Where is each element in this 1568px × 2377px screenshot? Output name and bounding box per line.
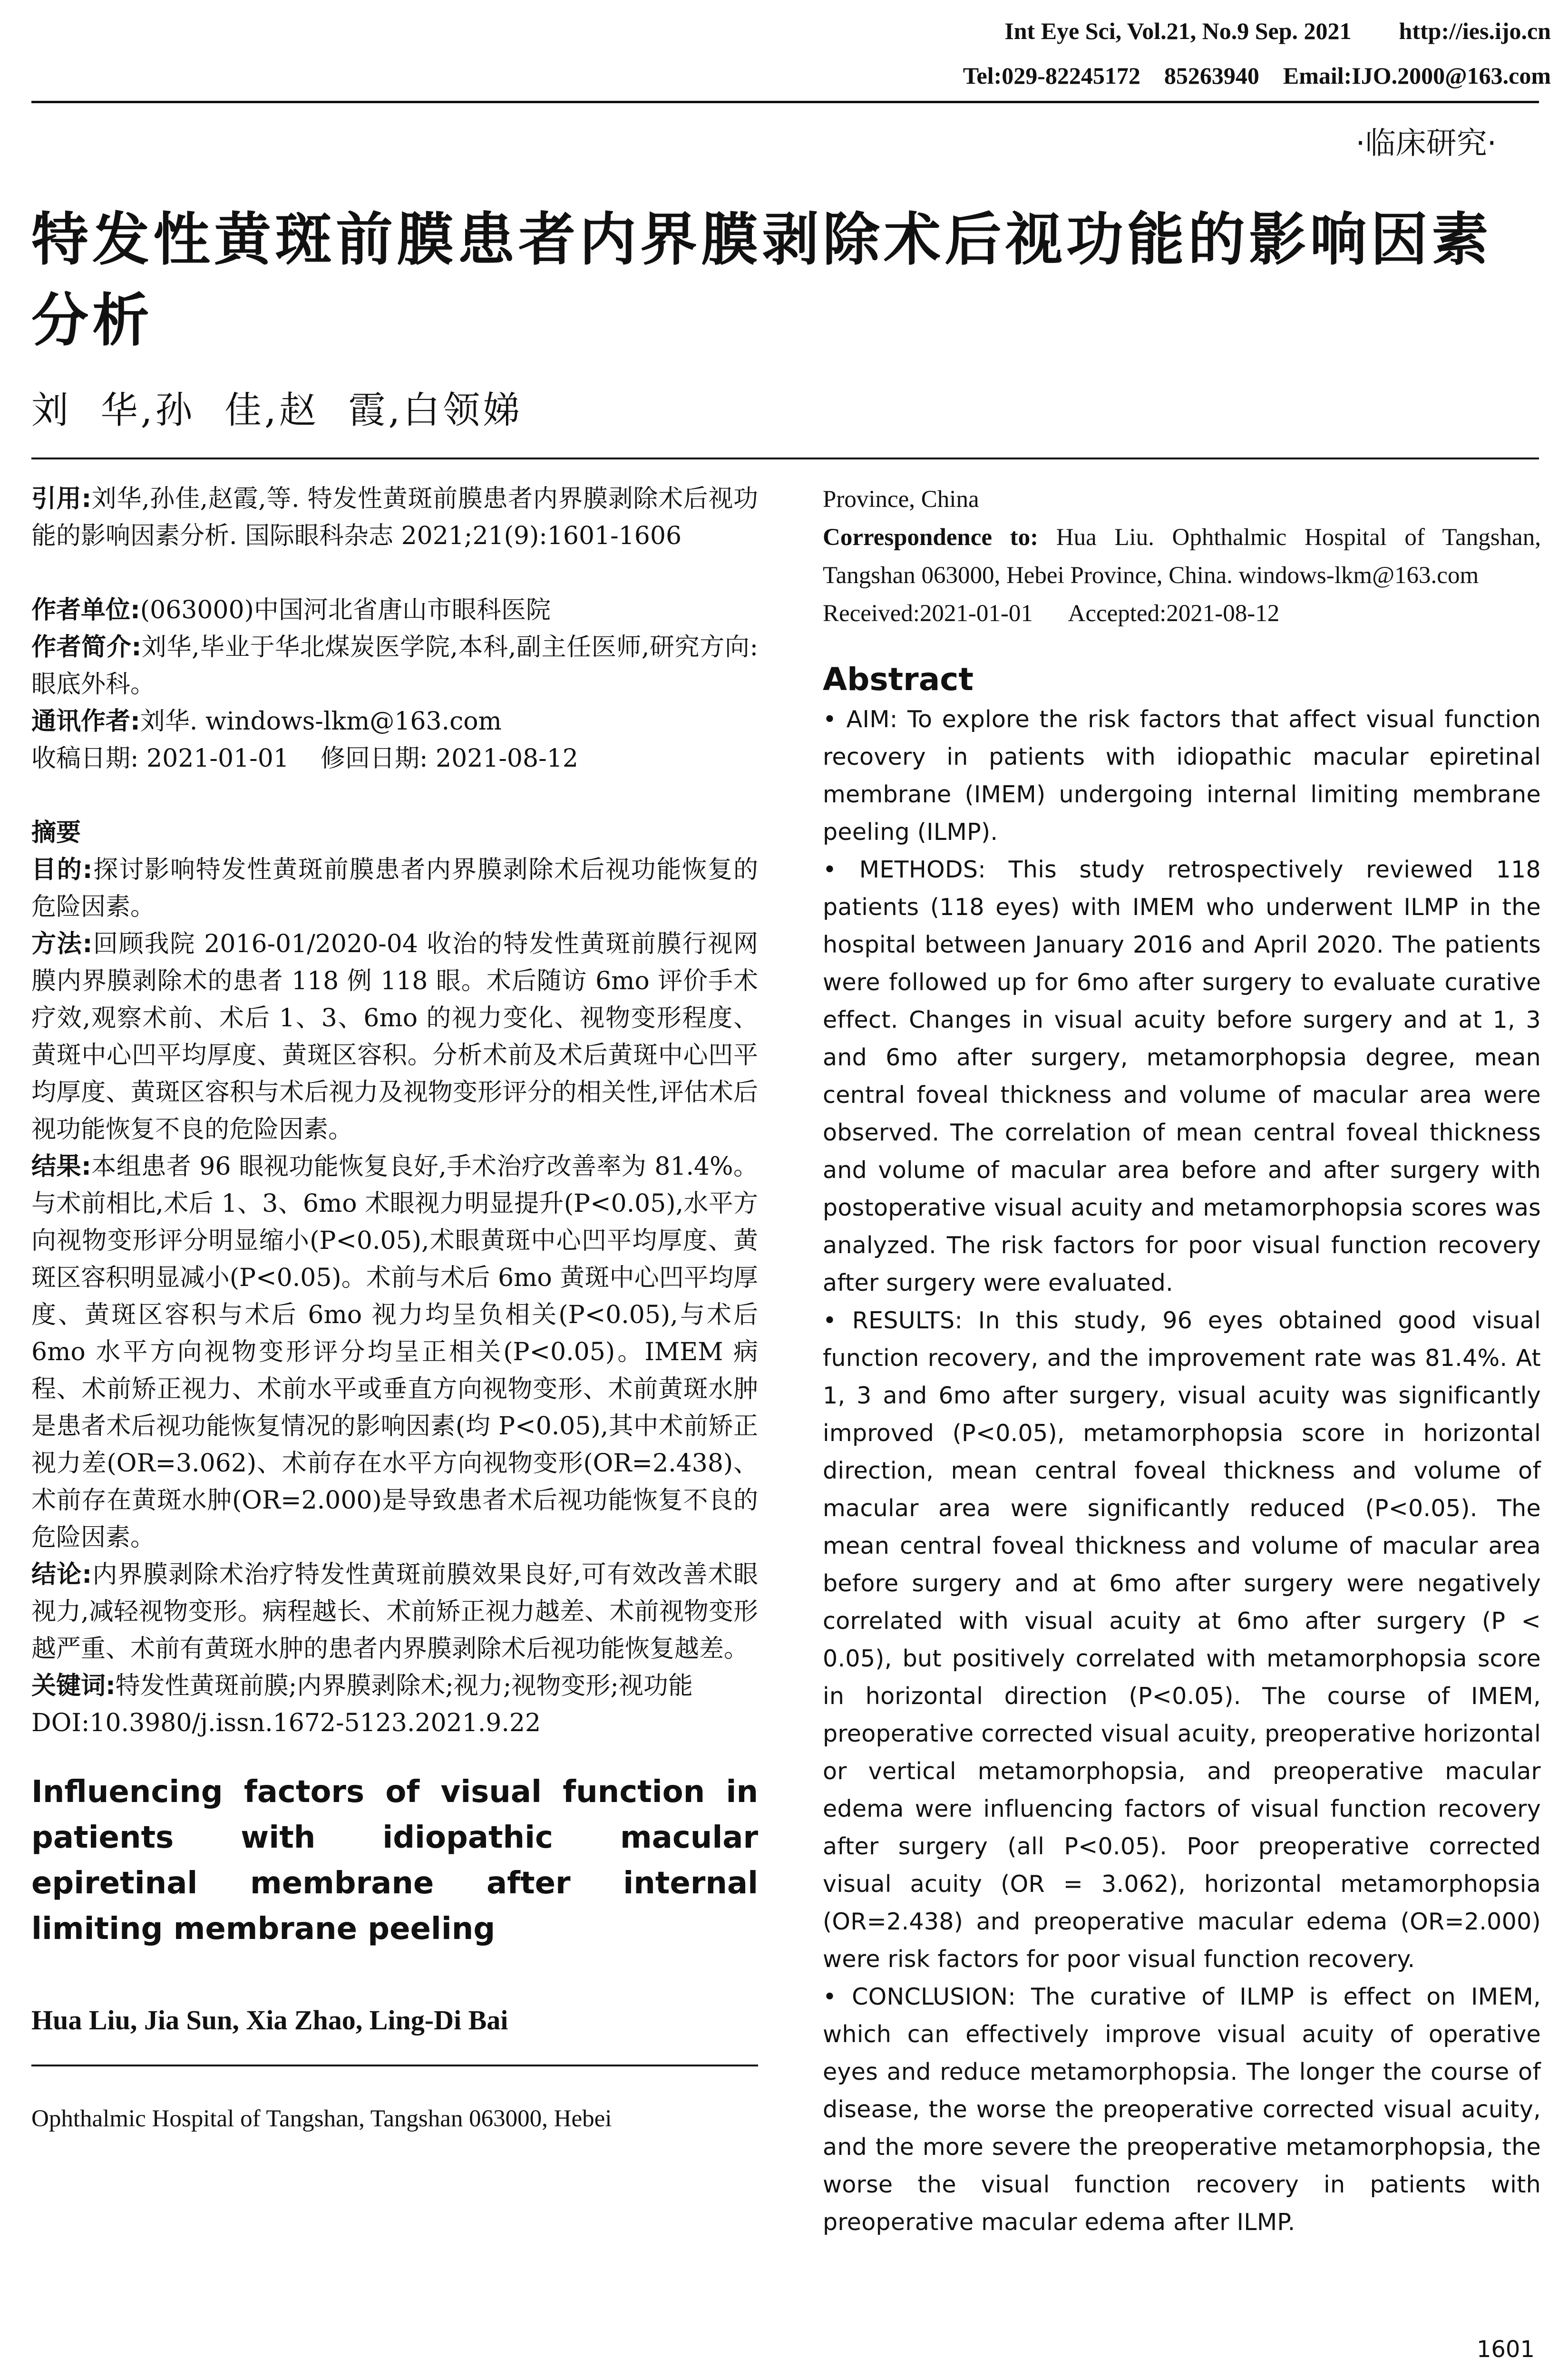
abstract-methods-en: • METHODS: This study retrospectively reviewed 118 patients (118 eyes) with IMEM who underwent ILMP in the hospital between January 2016 and April 2020. The patients were followed up for 6mo after surgery to evaluate curative effect. Changes in visual acuity before surgery and at 1, 3 and 6mo after surgery, metamorphopsia degree, mean central foveal thickness and volume of macular area were observed. The correlation of mean central foveal thickness and volume of macular area before and after surgery with postoperative visual acuity and metamorphopsia scores was analyzed. The risk factors for poor visual function recovery after surgery were evaluated. xyxy=(823,856,1541,1296)
abstract-conclusion-en: • CONCLUSION: The curative of ILMP is effect on IMEM, which can effectively improve visual acuity of operative eyes and reduce metamorphopsia. The longer the course of disease, the worse the preoperative corrected visual acuity, and the more severe the preoperative metamorphopsia, the worse the visual function recovery in patients with preoperative macular edema after ILMP. xyxy=(823,1983,1541,2236)
received-dates-en: Received:2021-01-01 Accepted:2021-08-12 xyxy=(823,600,1280,627)
abstract-conclusion-zh: 结论:内界膜剥除术治疗特发性黄斑前膜效果良好,可有效改善术眼视力,减轻视物变形。病程越长、术前矫正视力越差、术前视物变形越严重、术前有黄斑水肿的患者内界膜剥除术后视功能恢复越差。 xyxy=(31,1560,758,1663)
abstract-results-en: • RESULTS: In this study, 96 eyes obtained good visual function recovery, and the improvement rate was 81.4%. At 1, 3 and 6mo after surgery, visual acuity was significantly improved (P<0.05), metamorphopsia score in horizontal direction, mean central foveal thickness and volume of macular area were significantly reduced (P<0.05). The mean central foveal thickness and volume of macular area before surgery and at 6mo after surgery were negatively correlated with visual acuity at 6mo after surgery (P < 0.05), but positively correlated with metamorphopsia score in horizontal direction (P<0.05). The course of IMEM, preoperative corrected visual acuity, preoperative horizontal or vertical metamorphopsia, and preoperative macular edema were influencing factors of visual function recovery after surgery (all P<0.05). Poor preoperative corrected visual acuity (OR = 3.062), horizontal metamorphopsia (OR=2.438) and preoperative macular edema (OR=2.000) were risk factors for poor visual function recovery. xyxy=(823,1307,1541,1973)
citation: 引用:刘华,孙佳,赵霞,等. 特发性黄斑前膜患者内界膜剥除术后视功能的影响因素分析. 国际眼科杂志 2021;21(9):1601-1606 xyxy=(31,485,758,550)
journal-header-line2: Tel:029-82245172 85263940 Email:IJO.2000@163.com xyxy=(963,62,1551,89)
header-rule xyxy=(31,101,1539,103)
right-column xyxy=(823,480,1541,2241)
author-bio: 作者简介:刘华,毕业于华北煤炭医学院,本科,副主任医师,研究方向:眼底外科。 xyxy=(31,633,759,699)
affiliation-rule xyxy=(31,2065,758,2066)
journal-header-line1: Int Eye Sci, Vol.21, No.9 Sep. 2021 http://ies.ijo.cn xyxy=(1004,18,1551,44)
author-unit: 作者单位:(063000)中国河北省唐山市眼科医院 xyxy=(31,596,551,624)
abstract-methods-zh: 方法:回顾我院 2016-01/2020-04 收治的特发性黄斑前膜行视网膜内界膜剥除术的患者 118 例 118 眼。术后随访 6mo 评价手术疗效,观察术前、术后 1、3、6mo 的视力变化、视物变形程度、黄斑中心凹平均厚度、黄斑区容积。分析术前及术后黄斑中心凹平均厚度、黄斑区容积与术后视力及视物变形评分的相关性,评估术后视功能恢复不良的危险因素。 xyxy=(31,930,759,1144)
section-label: ·临床研究· xyxy=(1355,126,1497,161)
doi: DOI:10.3980/j.issn.1672-5123.2021.9.22 xyxy=(31,1709,541,1737)
abstract-aim-zh: 目的:探讨影响特发性黄斑前膜患者内界膜剥除术后视功能恢复的危险因素。 xyxy=(31,856,758,921)
article-authors: 刘 华,孙 佳,赵 霞,白领娣 xyxy=(31,389,523,432)
english-affiliation: Ophthalmic Hospital of Tangshan, Tangshan 063000, Hebei xyxy=(31,2105,612,2132)
abstract-heading-zh: 摘要 xyxy=(31,818,81,847)
corresponding-author: 通讯作者:刘华. windows-lkm@163.com xyxy=(31,707,502,736)
abstract-aim-en: • AIM: To explore the risk factors that affect visual function recovery in patients with idiopathic macular epiretinal membrane (IMEM) undergoing internal limiting membrane peeling (ILMP). xyxy=(823,706,1541,846)
keywords-zh: 关键词:特发性黄斑前膜;内界膜剥除术;视力;视物变形;视功能 xyxy=(31,1672,693,1700)
english-authors: Hua Liu, Jia Sun, Xia Zhao, Ling-Di Bai xyxy=(31,2005,508,2036)
left-column xyxy=(31,480,758,2138)
affiliation-continued: Province, China xyxy=(823,486,979,513)
title-rule xyxy=(31,458,1539,459)
english-title: Influencing factors of visual function in patients with idiopathic macular epiretinal membrane after internal limiting membrane peeling xyxy=(31,1774,758,1947)
article-title: 特发性黄斑前膜患者内界膜剥除术后视功能的影响因素分析 xyxy=(31,207,1492,354)
page-number: 1601 xyxy=(1476,2336,1535,2363)
abstract-heading-en: Abstract xyxy=(823,661,974,698)
received-dates: 收稿日期: 2021-01-01 修回日期: 2021-08-12 xyxy=(31,744,578,773)
abstract-results-zh: 结果:本组患者 96 眼视功能恢复良好,手术治疗改善率为 81.4%。与术前相比,术后 1、3、6mo 术眼视力明显提升(P<0.05),水平方向视物变形评分明显缩小(P<0.05),术眼黄斑中心凹平均厚度、黄斑区容积明显减小(P<0.05)。术前与术后 6mo 黄斑中心凹平均厚度、黄斑区容积与术后 6mo 视力均呈负相关(P<0.05),与术后 6mo 水平方向视物变形评分均呈正相关(P<0.05)。IMEM 病程、术前矫正视力、术前水平或垂直方向视物变形、术前黄斑水肿是患者术后视功能恢复情况的影响因素(均 P<0.05),其中术前矫正视力差(OR=3.062)、术前存在水平方向视物变形(OR=2.438)、术前存在黄斑水肿(OR=2.000)是导致患者术后视功能恢复不良的危险因素。 xyxy=(31,1152,758,1552)
correspondence-en: Correspondence to: Hua Liu. Ophthalmic Hospital of Tangshan, Tangshan 063000, Hebei Province, China. windows-lkm@163.com xyxy=(823,524,1541,589)
